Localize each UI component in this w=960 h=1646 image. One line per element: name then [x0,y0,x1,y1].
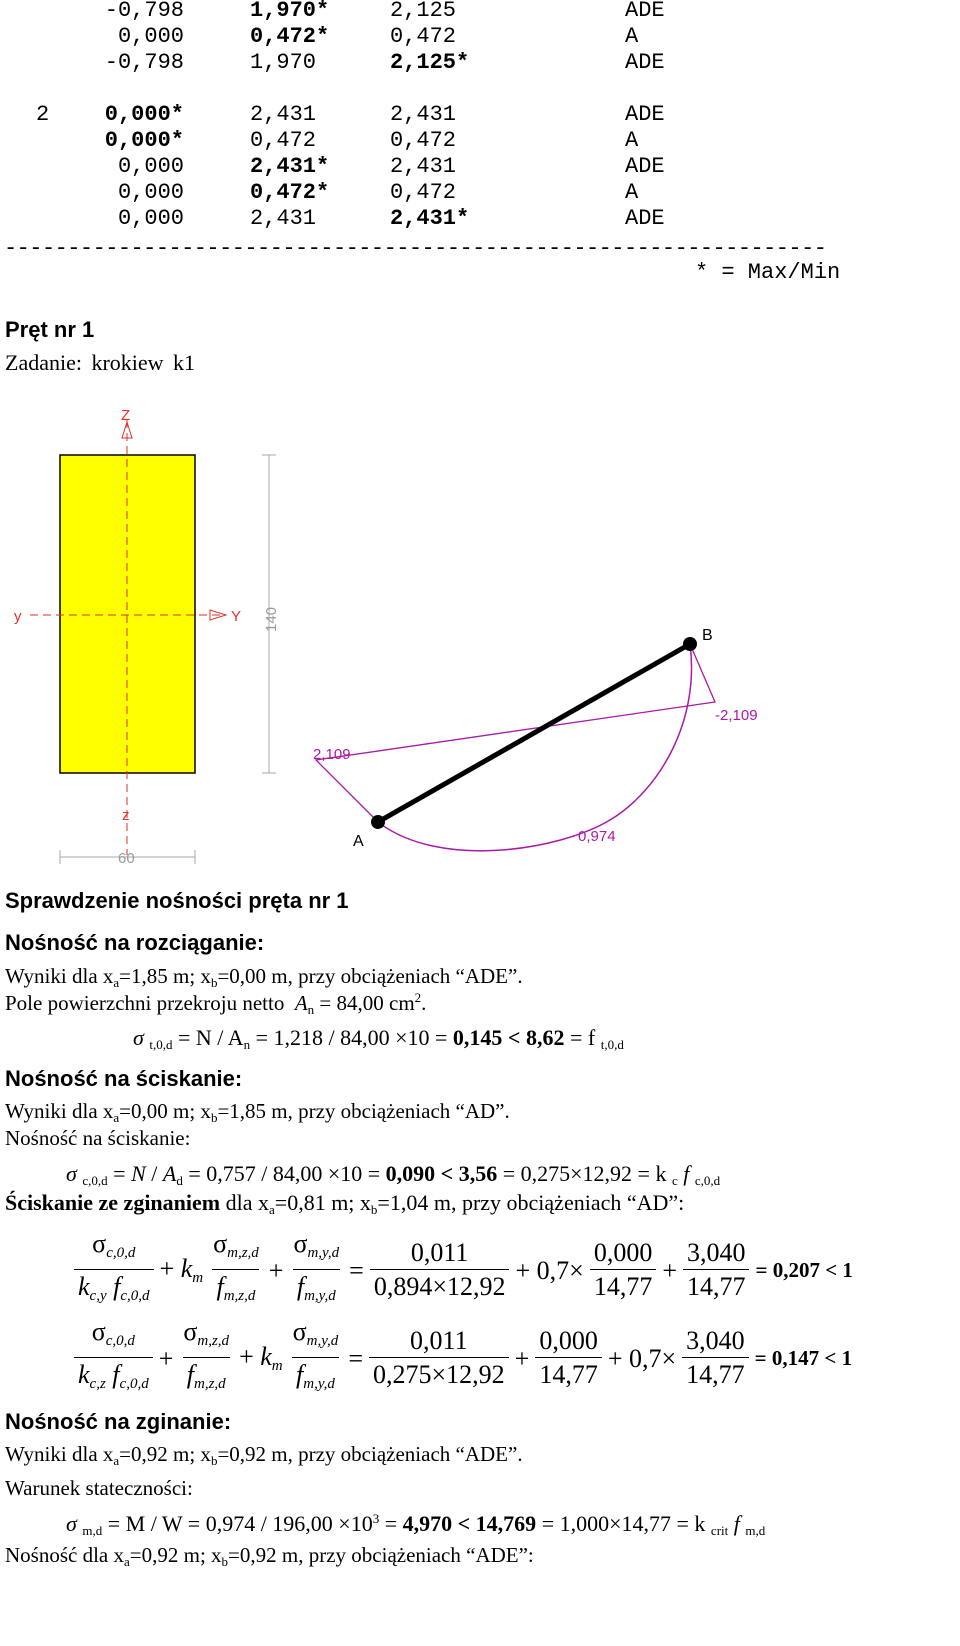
combined-heading: Ściskanie ze zginaniem dla $x_a=0,81$ m; $x_b=1,04$ m, przy obciążeniach “AD”: [5,1190,685,1217]
table-cell: 2,431 [250,102,317,127]
table-cell: 0,472* [250,24,330,49]
tension-results: Wyniki dla $x_a=1,85$ m; $x_b=0,00$ m, przy obciążeniach “ADE”. [5,964,523,990]
table-cell: ADE [625,102,665,127]
check-title: Sprawdzenie nośności pręta nr 1 [5,888,349,913]
table-cell: 2,125 [390,0,457,23]
table-cell: ADE [625,50,665,75]
table-cell: 2,431* [250,154,330,179]
task-label: Zadanie: krokiew k1 [5,350,196,375]
table-cell: 0,000 [117,180,184,205]
axial-left-label: 2,109 [313,746,351,763]
node-A-label: A [353,833,364,850]
table-cell: 0,000* [104,102,184,127]
compression-label: Nośność na ściskanie: [5,1126,191,1150]
axis-Y-label: Y [231,608,242,625]
moment-diagram [378,644,692,851]
combined-equation-2: $\frac{\sigma_{c,0,d}}{k_{c,z} f_{c,0,d}}$ + $\frac{\sigma_{m,z,d}}{f_{m,z,d}}$ + $k_m$ $\frac{\sigma_{m,y,d}}{f_{m,y,d}}$ = $\frac{0,011}{0,275\times 12,92}$ + $\frac{0,000}{14,77}$ + 0,7× $\frac{3,040}{14,77}$ = 0,147 < 1 [74,1316,858,1401]
axis-z-label: z [122,807,130,824]
bending-formula: σ $_{m,d} = M / W = 0,974 / 196,00 \times 10^3 = 4,970 < 14,769 = 1,000\times 14,77 = k$ $_{crit}$ f $_{m,d}$ [66,1511,766,1538]
table-cell: 0,000 [117,154,184,179]
table-cell: A [625,24,639,49]
compression-results: Wyniki dla $x_a=0,00$ m; $x_b=1,85$ m, przy obciążeniach “AD”. [5,1099,510,1125]
member-diagram [0,400,960,870]
axial-right-label: -2,109 [715,707,758,724]
table-cell: ADE [625,0,665,23]
table-cell: 1,970* [250,0,330,23]
table-cell: 2,431* [390,206,470,231]
table-cell: 0,472 [250,128,317,153]
table-cell: 2,431 [390,102,457,127]
table-cell: 2,431 [390,154,457,179]
bending-last-line: Nośność dla $x_a=0,92$ m; $x_b=0,92$ m, przy obciążeniach “ADE”: [5,1543,534,1569]
combined-equation-1: $\frac{\sigma_{c,0,d}}{k_{c,y} f_{c,0,d}}$ + $k_m$ $\frac{\sigma_{m,z,d}}{f_{m,z,d}}$ + $\frac{\sigma_{m,y,d}}{f_{m,y,d}}$ = $\frac{0,011}{0,894\times 12,92}$ + 0,7× $\frac{0,000}{14,77}$ + $\frac{3,040}{14,77}$ = 0,207 < 1 [74,1228,859,1313]
stability-label: Warunek stateczności: [5,1476,193,1500]
tension-formula: σ $_{t,0,d} = N / A_n = 1,218 / 84,00 \times 10 = 0,145 < 8,62 = f$ $_{t,0,d}$ [133,1025,624,1052]
axis-y-label: y [14,608,22,625]
table-cell: 2,431 [250,206,317,231]
axial-force-diagram [316,644,715,822]
table-cell: 0,472 [390,180,457,205]
tension-area: Pole powierzchni przekroju netto $A_n = 84,00$ $cm^2$. [5,990,427,1017]
table-cell: 0,000 [117,24,184,49]
axis-Z-label: Z [121,407,131,424]
table-cell: 1,970 [250,50,317,75]
table-cell: -0,798 [104,50,184,75]
member-line [378,644,690,822]
table-cell: 2,125* [390,50,470,75]
moment-label: 0,974 [578,828,616,845]
table-cell: 0,000* [104,128,184,153]
node-A [371,815,385,829]
table-cell: ADE [625,154,665,179]
table-cell: 0,000 [117,206,184,231]
table-cell: 0,472 [390,24,457,49]
table-cell: A [625,128,639,153]
bending-heading: Nośność na zginanie: [5,1409,232,1434]
table-cell: ADE [625,206,665,231]
table-cell: 0,472* [250,180,330,205]
width-dimension-label: 60 [118,850,135,867]
compression-formula: σ $_{c,0,d} = N / A_d = 0,757 / 84,00 \times 10 = 0,090 < 3,56 = 0,275\times 12,92 = k$ $_c$ f $_{c,0,d}$ [66,1161,721,1188]
height-dimension-label: 140 [263,606,280,632]
compression-heading: Nośność na ściskanie: [5,1066,243,1091]
member-title: Pręt nr 1 [5,317,95,342]
table-cell: 2 [36,102,50,127]
bending-results: Wyniki dla $x_a=0,92$ m; $x_b=0,92$ m, przy obciążeniach “ADE”. [5,1442,523,1468]
table-cell: 0,472 [390,128,457,153]
table-cell: A [625,180,639,205]
table-legend: * = Max/Min [695,260,841,285]
table-cell: -0,798 [104,0,184,23]
node-B [683,637,697,651]
tension-heading: Nośność na rozciąganie: [5,930,265,955]
node-B-label: B [702,627,713,644]
table-separator: ----------------------------------------------------------------- [4,236,827,261]
